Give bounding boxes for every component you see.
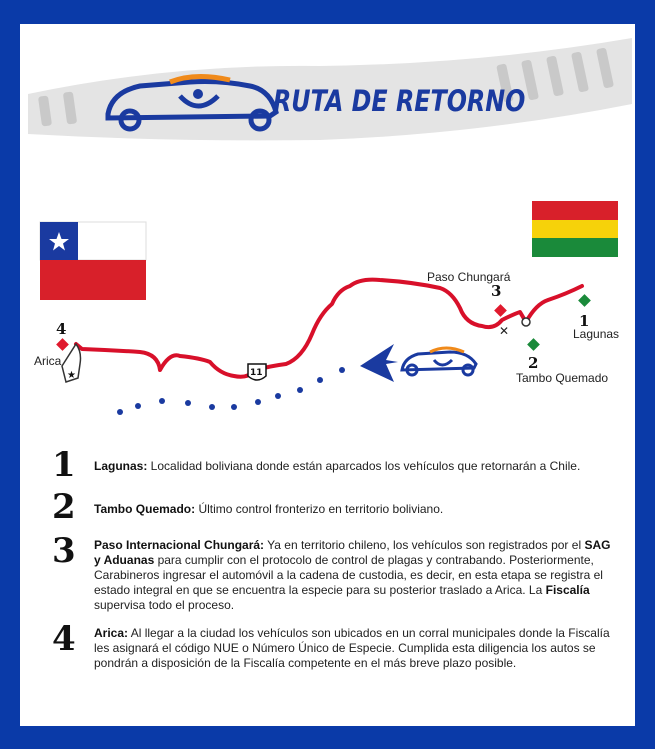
- small-car-icon: [402, 348, 476, 375]
- map-number-3: 3: [491, 282, 502, 300]
- title-banner: [20, 24, 635, 174]
- steps-list: [20, 434, 635, 726]
- step-number: 4: [52, 619, 76, 659]
- marker-tambo-icon: [527, 338, 540, 351]
- label-tambo-quemado: Tambo Quemado: [516, 371, 609, 385]
- svg-text:11: 11: [250, 368, 263, 378]
- step-number: 3: [52, 531, 76, 571]
- label-arica: Arica: [34, 354, 62, 368]
- route-11-shield-icon: [248, 364, 266, 380]
- map-graphic: [20, 174, 635, 434]
- chile-flag-icon: [40, 222, 146, 300]
- bolivia-flag-icon: [532, 201, 618, 257]
- map-number-2: 2: [528, 354, 539, 372]
- step-text-2: para cumplir con el protocolo de control de plagas y contrabando. Posteriormente, Carabineros ingresar el automóvil a la cadena de custodia, es decir, en esta etapa se registra el estado integral en que se encuentra la especie para su posterior traslado a Arica. La: [94, 553, 603, 597]
- page-title: RUTA DE RETORNO: [273, 84, 526, 118]
- step-title: Arica:: [94, 626, 129, 640]
- step-title: Lagunas:: [94, 459, 148, 473]
- step-title: Paso Internacional Chungará:: [94, 538, 265, 552]
- step-text: Último control fronterizo en territorio boliviano.: [195, 502, 444, 516]
- city-star-icon: ★: [67, 370, 76, 381]
- route-map: [20, 174, 635, 434]
- label-lagunas: Lagunas: [573, 327, 620, 341]
- map-number-1: 1: [579, 312, 590, 330]
- junction-icon: [522, 318, 530, 326]
- step-text: Al llegar a la ciudad los vehículos son ubicados en un corral municipales donde la Fiscalía les asignará el código NUE o Número Único de Especie. Cumplida esta diligencia los autos se pondrán a disposición de la Fiscalía competente en el más breve plazo posible.: [94, 626, 610, 670]
- marker-arica-icon: [56, 338, 69, 351]
- step-title-fiscalia: Fiscalía: [545, 583, 590, 597]
- step-text-3: supervisa todo el proceso.: [94, 598, 235, 612]
- map-number-4: 4: [56, 320, 67, 338]
- step-number: 1: [52, 445, 76, 485]
- step-title-sag: SAG y Aduanas: [94, 538, 611, 567]
- marker-lagunas-icon: [578, 294, 591, 307]
- direction-arrow-icon: [360, 344, 398, 382]
- step-number: 2: [52, 487, 76, 527]
- step-text: Ya en territorio chileno, los vehículos son registrados por el: [264, 538, 585, 552]
- crossing-icon: ✕: [499, 324, 510, 338]
- marker-chungara-icon: [494, 304, 507, 317]
- step-text: Localidad boliviana donde están aparcados los vehículos que retornarán a Chile.: [147, 459, 581, 473]
- infographic-frame: [20, 24, 635, 726]
- label-paso-chungara: Paso Chungará: [427, 270, 511, 284]
- step-title: Tambo Quemado:: [94, 502, 196, 516]
